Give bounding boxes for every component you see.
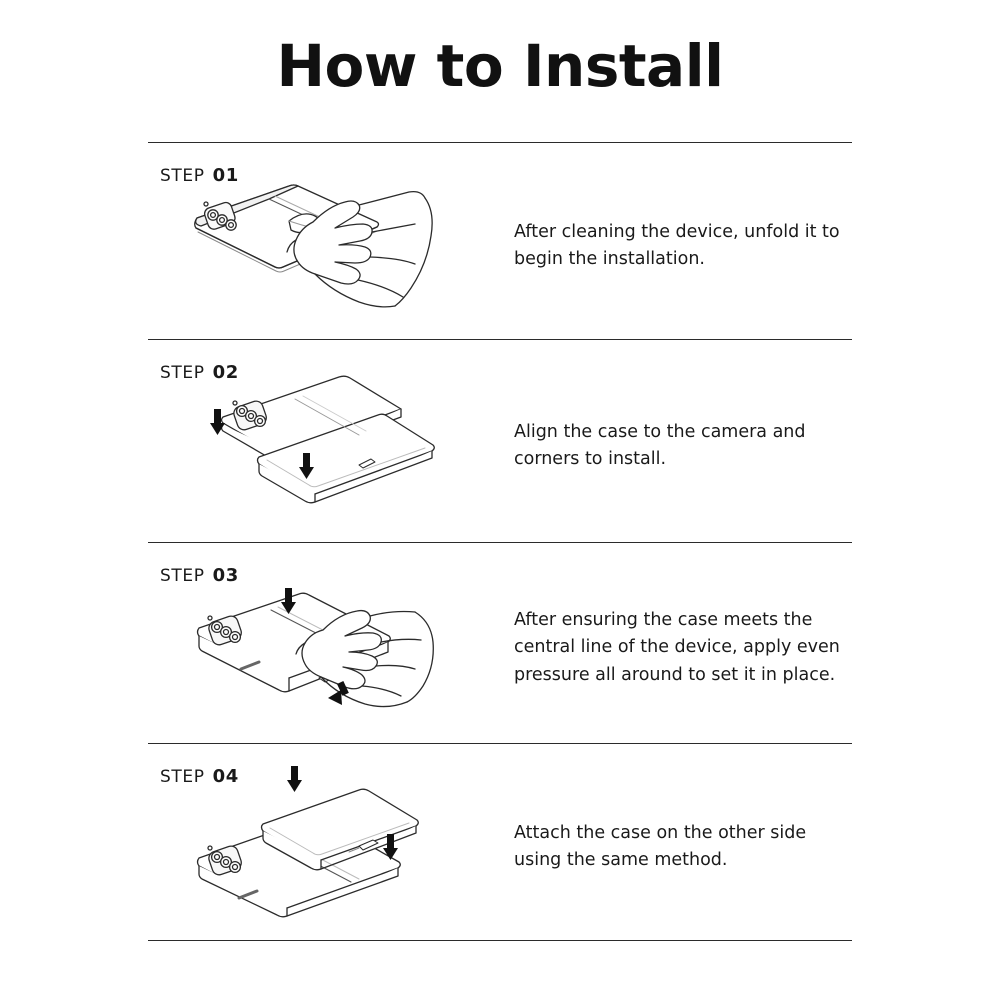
step-description-03: After ensuring the case meets the central line of the device, apply even pressure all around to set it in place. — [514, 610, 840, 685]
step-body-02 — [148, 340, 852, 542]
step-item-03 — [148, 543, 852, 743]
step-number: 04 — [212, 766, 239, 787]
step-item-01 — [148, 143, 852, 339]
step-word: STEP — [160, 767, 205, 787]
step-number: 02 — [212, 362, 239, 383]
step-number: 01 — [212, 165, 239, 186]
step-word: STEP — [160, 166, 205, 186]
page-title: How to Install — [276, 32, 724, 100]
step-description-04: Attach the case on the other side using the same method. — [514, 822, 807, 870]
step-label-01 — [160, 165, 239, 186]
step-body-03 — [148, 543, 852, 743]
step-label-04 — [160, 766, 239, 787]
step-word: STEP — [160, 363, 205, 383]
step-label-02 — [160, 362, 239, 383]
step-item-02 — [148, 340, 852, 542]
divider-bottom — [148, 940, 852, 941]
phone-unfold-hand-illustration — [148, 166, 508, 326]
step-description-01: After cleaning the device, unfold it to begin the installation. — [514, 221, 840, 269]
attach-other-side-illustration — [148, 762, 508, 932]
press-case-center-illustration — [148, 566, 508, 731]
step-description-02: Align the case to the camera and corners to install. — [514, 421, 806, 469]
step-number: 03 — [212, 565, 239, 586]
step-word: STEP — [160, 566, 205, 586]
step-body-04 — [148, 744, 852, 940]
steps-list — [0, 142, 1000, 941]
step-item-04 — [148, 744, 852, 940]
case-align-camera-illustration — [148, 361, 508, 531]
step-label-03 — [160, 565, 239, 586]
step-body-01 — [148, 143, 852, 339]
